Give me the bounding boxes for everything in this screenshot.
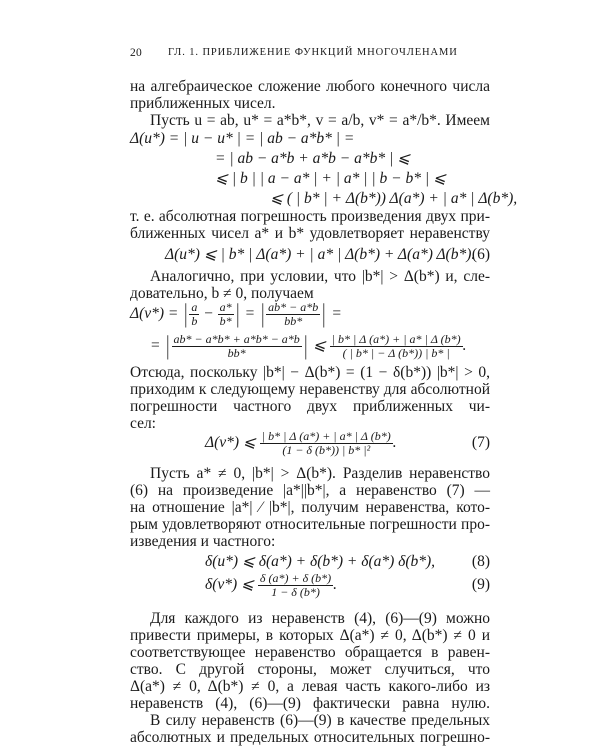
equation-body [205,428,397,458]
fraction-numerator: δ (a*) + δ (b*) [259,570,332,585]
fraction-numerator: | b* | Δ (a*) + | a* | Δ (b*) [331,331,461,346]
equation-9 [130,570,490,600]
equation-lhs: Δ(v*) ⩽ [205,434,256,451]
operator: − [203,305,214,322]
text-line: (6) на произведение |a*||b*|, а неравенство (7) — [130,482,490,499]
text-line: Пусть a* ≠ 0, |b*| > Δ(b*). Разделив неравенство [150,465,490,482]
text-line: на отношение |a*| ⁄ |b*|, получим неравенства, кото- [130,499,490,516]
equation-number: (6) [471,246,490,263]
running-title: ГЛ. 1. ПРИБЛИЖЕНИЕ ФУНКЦИЙ МНОГОЧЛЕНАМИ [168,47,458,58]
fraction-denominator: b* [219,313,232,328]
text-line: на алгебраическое сложение любого конечного числа [130,78,490,95]
operator: = [150,337,161,354]
text-line: привести примеры, в которых Δ(a*) ≠ 0, Δ(b*) ≠ 0 и [130,627,490,644]
text-line: приближенных чисел. [130,95,276,112]
text-line: Δ(a*) ≠ 0, Δ(b*) ≠ 0, а левая часть какого-либо из [130,678,490,695]
equation-line: = | $\frac{ab* - a*b* + a*b* - a*b}{bb*}$ | ⩽ $\frac{| b* | \Delta (a*) + | a* | \Delta (b*)}{( | b* | - \Delta (b*)) | b* |}$ . [150,331,467,361]
text-line: соответствующее неравенство обращается в равен- [130,644,490,661]
text-line: Аналогично, при условии, что |b*| > Δ(b*) и, сле- [150,268,490,285]
operator: ⩽ [312,337,326,354]
fraction-numerator: a* [219,299,232,314]
operator: . [333,576,338,593]
operator: . [392,434,397,451]
text-line: изведения и частного: [130,533,276,550]
fraction-denominator: bb* [227,345,246,360]
text-line: приходим к следующему неравенству для абсолютной [130,381,490,398]
fraction-denominator: bb* [284,313,303,328]
equation-line: Δ(u*) = | u − u* | = | ab − a*b* | = [130,130,355,147]
text-line: довательно, b ≠ 0, получаем [130,285,314,302]
equation-body: δ(u*) ⩽ δ(a*) + δ(b*) + δ(a*) δ(b*), [205,553,436,570]
equation-line: Δ(v*) = | $\frac{a}{b}$ − $\frac{a*}{b*}$ | = | $\frac{ab* - a*b}{bb*}$ | = [130,299,342,329]
equation-number: (8) [471,553,490,570]
equation-line: = | ab − a*b + a*b − a*b* | ⩽ [215,150,411,167]
fraction-numerator: | b* | Δ (a*) + | a* | Δ (b*) [261,428,391,443]
text-line: рым удовлетворяют относительные погрешности про- [130,516,490,533]
fraction-denominator: (1 − δ (b*)) | b* |² [282,442,371,457]
operator: = [244,305,256,322]
text-line: неравенств (4), (6)—(9) фактически равна нулю. [130,695,490,712]
text-line: т. е. абсолютная погрешность произведения двух при- [130,208,490,225]
text-line: сел: [130,415,156,432]
equation-body [205,570,337,600]
text-line: погрешности частного двух приближенных чи- [130,398,490,415]
equation-line: ⩽ ( | b* | + Δ(b*)) Δ(a*) + | a* | Δ(b*), [270,190,518,207]
operator: = [331,305,342,322]
text-line: абсолютных и предельных относительных погрешно- [130,729,490,746]
text-line: Отсюда, поскольку |b*| − Δ(b*) = (1 − δ(b*)) |b*| > 0, [130,364,490,381]
equation-lhs: δ(v*) ⩽ [205,576,255,593]
text-line: В силу неравенств (6)—(9) в качестве предельных [150,712,490,729]
text-line: Пусть u = ab, u* = a*b*, v = a/b, v* = a*/b*. Имеем [150,112,490,129]
fraction-numerator: ab* − a*b [268,299,319,314]
fraction-numerator: a [191,299,198,314]
equation-body: Δ(u*) ⩽ | b* | Δ(a*) + | a* | Δ(b*) + Δ(a*) Δ(b*). [165,246,476,263]
fraction-denominator: b [191,313,198,328]
fraction-denominator: ( | b* | − Δ (b*)) | b* | [342,345,450,360]
operator: . [462,337,467,354]
fraction-denominator: 1 − δ (b*) [271,584,320,599]
fraction-numerator: ab* − a*b* + a*b* − a*b [173,331,300,346]
equation-number: (9) [471,576,490,593]
equation-lhs: Δ(v*) = [130,305,179,322]
text-line: ближенных чисел a* и b* удовлетворяет неравенству [130,225,490,242]
equation-7 [130,428,490,458]
text-line: Для каждого из неравенств (4), (6)—(9) можно [150,610,490,627]
equation-line: ⩽ | b | | a − a* | + | a* | | b − b* | ⩽ [215,170,446,187]
page-number: 20 [130,47,143,59]
equation-number: (7) [471,434,490,451]
text-line: ство. С другой стороны, может случиться, что [130,661,490,678]
